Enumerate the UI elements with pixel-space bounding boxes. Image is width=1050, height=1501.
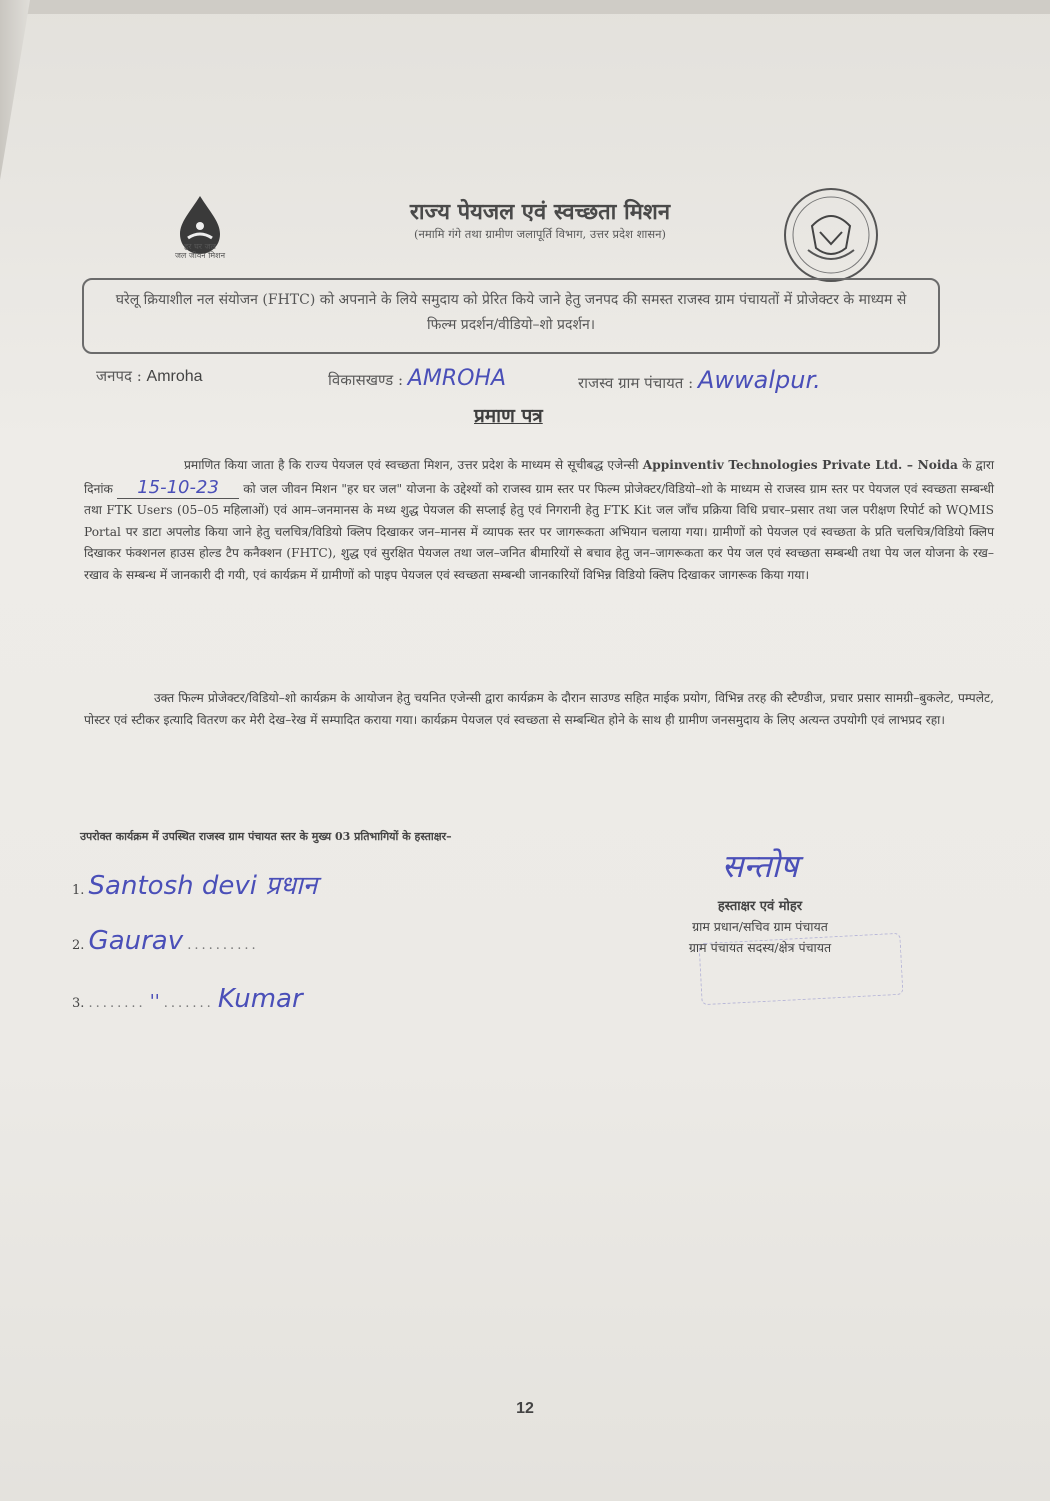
signatory-2-number: 2. — [72, 938, 85, 953]
signatory-1-signature: Santosh devi प्रधान — [88, 871, 318, 901]
district-value: Amroha — [146, 368, 203, 385]
up-emblem-icon — [782, 186, 880, 284]
para1-text-c: को जल जीवन मिशन "हर घर जल" योजना के उद्देश्यों को राजस्व ग्राम स्तर पर फिल्म प्रोजेक्टर/विडियो–शो के माध्यम से राजस्व ग्राम स्तर पर पेयजल एवं स्वच्छता सम्बन्धी तथा FTK Users (05–05 महिलाओं) एवं आम–जनमानस के मध्य शुद्ध पेयजल की सप्लाई हेतु एवं निगरानी हेतु FTK Kit जल जाँच प्रक्रिया विधि प्रचार–प्रसार तथा जल परीक्षण रिपोर्ट को WQMIS Portal पर डाटा अपलोड किया जाने हेतु चलचित्र/विडियो क्लिप दिखाकर जन–मानस में व्यापक स्तर पर जागरूकता अभियान चलाया गया। ग्रामीणों को पेयजल एवं स्वच्छता के प्रति चलचित्र/विडियो क्लिप दिखाकर फंक्शनल हाउस होल्ड टैप कनैक्शन (FHTC), शुद्ध एवं सुरक्षित पेयजल तथा जल–जनित बीमारियों से बचाव हेतु जन–जागरूकता कर पेय जल एवं स्वच्छता सम्बन्धी तथा पेय जल योजना के रख–रखाव के सम्बन्ध में जानकारी दी गयी, एवं कार्यक्रम में ग्रामीणों को पाइप पेयजल एवं स्वच्छता सम्बन्धी जानकारियों विभिन्न विडियो क्लिप दिखाकर जागरूक किया गया। — [84, 481, 994, 582]
district-label: जनपद : — [96, 367, 142, 385]
logo-caption: हर घर जल जल जीवन मिशन — [174, 242, 226, 260]
para1-text-b: के द्वारा दिनांक — [84, 458, 994, 496]
district-field — [96, 366, 203, 386]
certificate-paragraph-2: उक्त फिल्म प्रोजेक्टर/विडियो–शो कार्यक्रम के आयोजन हेतु चयनित एजेन्सी द्वारा कार्यक्रम के दौरान साउण्ड सहित माईक प्रयोग, विभिन्न तरह की स्टैण्डीज, प्रचार प्रसार सामग्री–बुकलेट, पम्पलेट, पोस्टर एवं स्टीकर इत्यादि वितरण कर मेरी देख–रेख में सम्पादित कराया गया। कार्यक्रम पेयजल एवं स्वच्छता से सम्बन्धित होने के साथ ही ग्रामीण जनसमुदाय के लिए अत्यन्त उपयोगी एवं लाभप्रद रहा। — [84, 691, 994, 727]
program-date: 15-10-23 — [117, 477, 239, 499]
panchayat-label: राजस्व ग्राम पंचायत : — [578, 374, 694, 392]
block-field — [328, 366, 506, 391]
agency-name: Appinventiv Technologies Private Ltd. – Noida — [642, 458, 958, 472]
page-top-edge — [0, 0, 1050, 14]
certificate-title: प्रमाण पत्र — [474, 405, 543, 427]
mission-title: राज्य पेयजल एवं स्वच्छता मिशन — [409, 199, 671, 225]
signatory-3-prefix: '' — [149, 991, 160, 1012]
signatory-3-number: 3. — [72, 996, 85, 1011]
signatories-intro: उपरोक्त कार्यक्रम में उपस्थित राजस्व ग्राम पंचायत स्तर के मुख्य 03 प्रतिभागियों के हस्ताक्षर– — [80, 830, 452, 843]
signatory-2-signature: Gaurav — [88, 926, 184, 956]
page-fold — [0, 0, 30, 180]
page-number: 12 — [516, 1400, 534, 1417]
pradhan-seal-block — [600, 847, 920, 956]
panchayat-field — [578, 366, 821, 394]
signatory-3: 3. ........ '' ....... Kumar — [72, 984, 303, 1014]
signatory-1-number: 1. — [72, 883, 85, 898]
signatory-1 — [72, 866, 317, 902]
block-value: AMROHA — [407, 366, 507, 391]
signatory-3-signature: Kumar — [217, 984, 303, 1014]
panchayat-value: Awwalpur. — [697, 366, 821, 394]
mission-subtitle: (नमामि गंगे तथा ग्रामीण जलापूर्ति विभाग, उत्तर प्रदेश शासन) — [413, 227, 667, 241]
certificate-paragraph-1 — [84, 455, 994, 586]
seal-designation-1: ग्राम प्रधान/सचिव ग्राम पंचायत — [692, 919, 828, 934]
para1-text-a: प्रमाणित किया जाता है कि राज्य पेयजल एवं स्वच्छता मिशन, उत्तर प्रदेश के माध्यम से सूचीबद्ध एजेन्सी — [184, 458, 643, 472]
seal-label: हस्ताक्षर एवं मोहर — [717, 899, 803, 914]
signatory-2: 2. Gaurav .......... — [72, 926, 259, 956]
program-banner: घरेलू क्रियाशील नल संयोजन (FHTC) को अपनाने के लिये समुदाय को प्रेरित किये जाने हेतु जनपद की समस्त राजस्व ग्राम पंचायतों में प्रोजेक्टर के माध्यम से फिल्म प्रदर्शन/वीडियो–शो प्रदर्शन। — [82, 278, 940, 354]
block-label: विकासखण्ड : — [328, 371, 404, 389]
seal-designation-2: ग्राम पंचायत सदस्य/क्षेत्र पंचायत — [688, 940, 832, 955]
pradhan-signature: सन्तोष — [721, 847, 799, 885]
